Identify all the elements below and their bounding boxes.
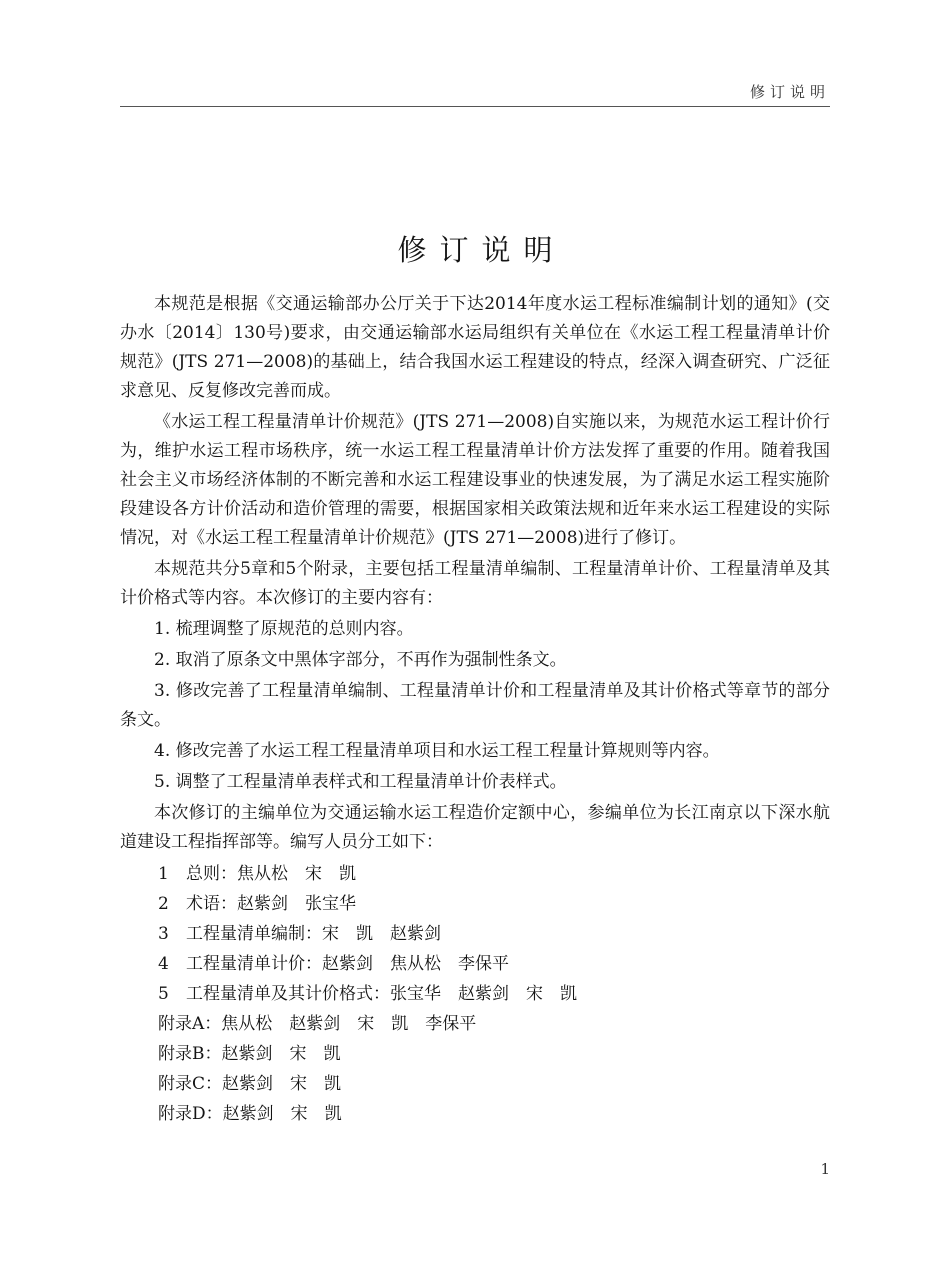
author-role	[158, 949, 830, 979]
author-roles-list	[120, 859, 830, 1129]
paragraph-background: 《水运工程工程量清单计价规范》(JTS 271—2008)自实施以来，为规范水运工程计价行为，维护水运工程市场秩序，统一水运工程工程量清单计价方法发挥了重要的作用。随着我国社会主义市场经济体制的不断完善和水运工程建设事业的快速发展，为了满足水运工程实施阶段建设各方计价活动和造价管理的需要，根据国家相关政策法规和近年来水运工程建设的实际情况，对《水运工程工程量清单计价规范》(JTS 271—2008)进行了修订。	[120, 412, 830, 548]
role-text: 工程量清单计价：赵紫剑 焦从松 李保平	[186, 954, 509, 974]
role-number: 3	[158, 924, 169, 944]
role-number: 1	[158, 864, 169, 884]
revision-item: 2. 取消了原条文中黑体字部分，不再作为强制性条文。	[154, 650, 567, 670]
role-text: 附录A：焦从松 赵紫剑 宋 凯 李保平	[158, 1014, 477, 1034]
role-text: 附录D：赵紫剑 宋 凯	[158, 1104, 342, 1124]
role-number: 4	[158, 954, 169, 974]
role-text: 附录B：赵紫剑 宋 凯	[158, 1044, 341, 1064]
author-role	[158, 859, 830, 889]
revision-item: 3. 修改完善了工程量清单编制、工程量清单计价和工程量清单及其计价格式等章节的部分条文。	[120, 681, 830, 730]
role-text: 工程量清单及其计价格式：张宝华 赵紫剑 宋 凯	[186, 984, 577, 1004]
author-role-appendix	[158, 1099, 830, 1129]
paragraph-intro: 本规范是根据《交通运输部办公厅关于下达2014年度水运工程标准编制计划的通知》(交办水〔2014〕130号)要求，由交通运输部水运局组织有关单位在《水运工程工程量清单计价规范》(JTS 271—2008)的基础上，结合我国水运工程建设的特点，经深入调查研究、广泛征求意见、反复修改完善而成。	[120, 294, 830, 401]
role-text: 总则：焦从松 宋 凯	[186, 864, 356, 884]
role-text: 术语：赵紫剑 张宝华	[186, 894, 356, 914]
header-rule	[120, 106, 830, 107]
revision-item: 5. 调整了工程量清单表样式和工程量清单计价表样式。	[154, 772, 567, 792]
page-title: 修订说明	[397, 233, 566, 267]
document-body	[120, 290, 830, 1129]
author-role	[158, 889, 830, 919]
role-text: 附录C：赵紫剑 宋 凯	[158, 1074, 342, 1094]
role-text: 工程量清单编制：宋 凯 赵紫剑	[186, 924, 441, 944]
paragraph-authors-intro: 本次修订的主编单位为交通运输水运工程造价定额中心，参编单位为长江南京以下深水航道建设工程指挥部等。编写人员分工如下：	[120, 803, 830, 852]
author-role-appendix	[158, 1039, 830, 1069]
page-number: 1	[820, 1160, 830, 1178]
revision-item: 4. 修改完善了水运工程工程量清单项目和水运工程工程量计算规则等内容。	[154, 741, 720, 761]
role-number: 2	[158, 894, 169, 914]
revision-item: 1. 梳理调整了原规范的总则内容。	[154, 619, 414, 639]
author-role	[158, 919, 830, 949]
author-role	[158, 979, 830, 1009]
role-number: 5	[158, 984, 169, 1004]
running-header: 修订说明	[749, 83, 830, 101]
paragraph-scope: 本规范共分5章和5个附录，主要包括工程量清单编制、工程量清单计价、工程量清单及其计价格式等内容。本次修订的主要内容有：	[120, 559, 830, 608]
author-role-appendix	[158, 1009, 830, 1039]
author-role-appendix	[158, 1069, 830, 1099]
